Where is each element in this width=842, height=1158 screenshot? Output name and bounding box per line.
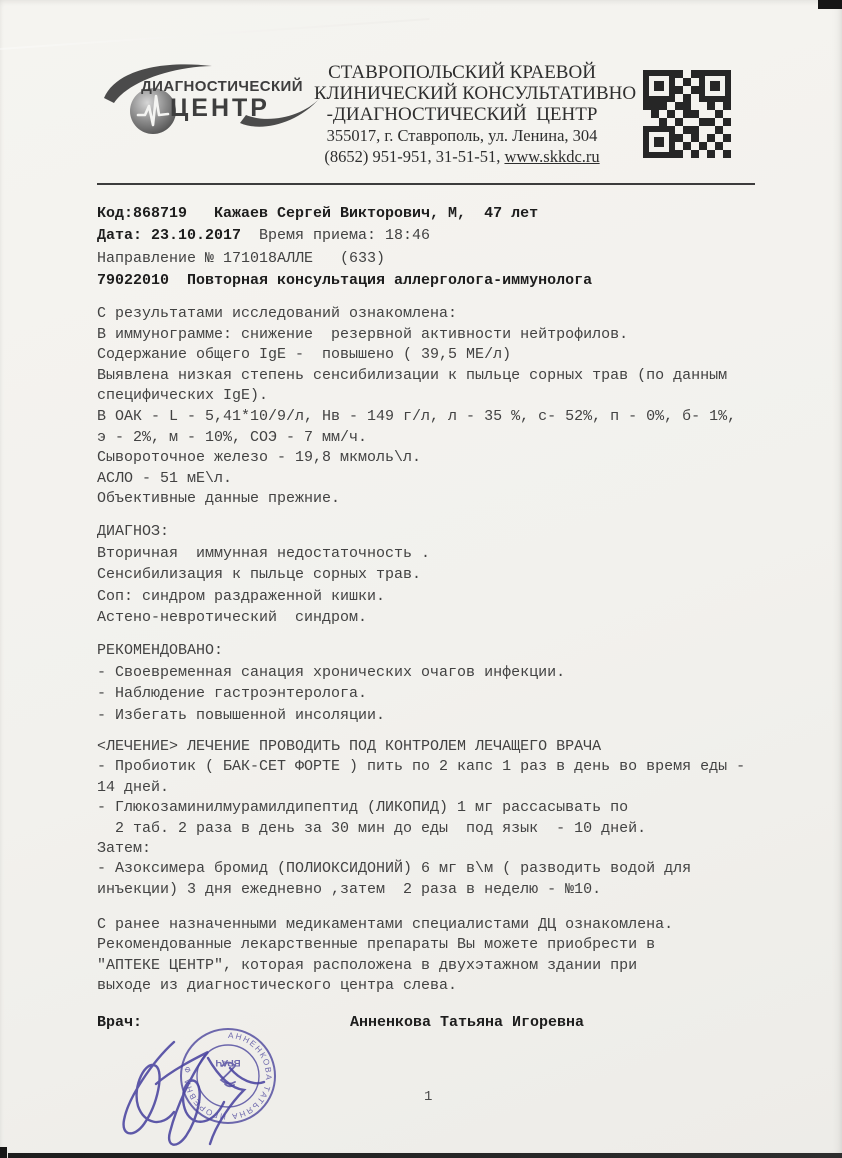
text-line: Вторичная иммунная недостаточность . [97, 544, 431, 562]
org-contacts [314, 146, 610, 167]
qr-code [641, 70, 733, 158]
text-line: С результатами исследований ознакомлена: [97, 305, 458, 322]
org-address: 355017, г. Ставрополь, ул. Ленина, 304 [326, 126, 598, 145]
text-line: Сенсибилизация к пыльце сорных трав. [97, 566, 422, 583]
org-name-line: СТАВРОПОЛЬСКИЙ КРАЕВОЙ [328, 62, 596, 83]
text-line: С ранее назначенными медикаментами специалистами ДЦ ознакомлена. [97, 916, 674, 933]
organization-letterhead [314, 62, 637, 167]
doctor-signature [112, 1028, 322, 1156]
text-line: - Глюкозаминилмурамилдипептид (ЛИКОПИД) 1 мг рассасывать по [97, 799, 629, 817]
text-line: - Азоксимера бромид (ПОЛИОКСИДОНИЙ) 6 мг в\м ( разводить водой для [97, 860, 692, 878]
patient-code-name-line: Код:868719 Кажаев Сергей Викторович, М, 47 лет [97, 205, 539, 222]
section-title: ДИАГНОЗ: [97, 523, 170, 540]
closing-section [97, 915, 797, 997]
text-line: - Наблюдение гастроэнтеролога. [97, 685, 368, 702]
referral-line: Направление № 171018АЛЛЕ (633) [97, 249, 386, 267]
text-line: 2 таб. 2 раза в день за 30 мин до еды под язык - 10 дней. [97, 819, 647, 837]
text-line: - Пробиотик ( БАК-СЕТ ФОРТЕ ) пить по 2 капс 1 раз в день во время еды - [97, 758, 746, 776]
scan-artifact-bottom-left [0, 1147, 7, 1158]
text-line: Содержание общего IgE - повышено ( 39,5 МЕ/л) [97, 346, 512, 364]
logo-text-bottom: ЦЕНТР [170, 94, 270, 122]
org-phones: (8652) 951-951, 31-51-51, [324, 147, 505, 166]
header-divider [97, 183, 755, 185]
treatment-section [97, 737, 797, 900]
text-line: Выявлена низкая степень сенсибилизации к пыльце сорных трав (по данным [97, 366, 728, 384]
text-line: э - 2%, м - 10%, СОЭ - 7 мм/ч. [97, 428, 368, 446]
text-line: выходе из диагностического центра слева. [97, 977, 458, 995]
text-line: В иммунограмме: снижение резервной активности нейтрофилов. [97, 325, 629, 343]
text-line: Затем: [97, 840, 152, 858]
text-line: В ОАК - L - 5,41*10/9/л, Нв - 149 г/л, л - 35 %, с- 52%, п - 0%, б- 1%, [97, 407, 737, 425]
logo-text-top: ДИАГНОСТИЧЕСКИЙ [141, 78, 303, 95]
text-line: инъекции) 3 дня ежедневно ,затем 2 раза в неделю - №10. [97, 880, 602, 898]
text-line: специфических IgE). [97, 387, 269, 405]
paper-crease [0, 18, 430, 52]
scan-artifact-bottom-edge [8, 1153, 842, 1158]
service-line: 79022010 Повторная консультация аллерголога-иммунолога [97, 272, 593, 290]
stamp-ring-text: АННЕНКОВА ТАТЬЯНА ИГОРЕВНА Ф [182, 1030, 274, 1122]
section-title: <ЛЕЧЕНИЕ> ЛЕЧЕНИЕ ПРОВОДИТЬ ПОД КОНТРОЛЕМ ЛЕЧАЩЕГО ВРАЧА [97, 738, 602, 755]
recommendations-section [97, 640, 797, 726]
diagnosis-section [97, 521, 797, 629]
text-line: АСЛО - 51 мЕ\л. [97, 469, 233, 487]
visit-time: Время приема: 18:46 [259, 227, 431, 245]
diagnostic-center-logo [98, 58, 328, 143]
text-line: 14 дней. [97, 778, 170, 796]
scan-artifact-top-right [818, 0, 842, 9]
stamp-center-text: ВРАЧ [215, 1057, 241, 1068]
org-name-line: КЛИНИЧЕСКИЙ КОНСУЛЬТАТИВНО [314, 83, 637, 104]
text-line: Астено-невротический синдром. [97, 609, 368, 626]
text-line: Объективные данные прежние. [97, 490, 341, 508]
doctor-label: Врач: [97, 1014, 143, 1031]
visit-date: Дата: 23.10.2017 [97, 227, 242, 245]
org-name-line: -ДИАГНОСТИЧЕСКИЙ ЦЕНТР [326, 104, 598, 125]
page-number: 1 [424, 1089, 433, 1105]
section-title: РЕКОМЕНДОВАНО: [97, 642, 224, 659]
text-line: Соп: синдром раздраженной кишки. [97, 587, 386, 605]
org-website-link: www.skkdc.ru [504, 147, 600, 166]
text-line: Сывороточное железо - 19,8 мкмоль\л. [97, 449, 422, 467]
date-time-line [97, 225, 797, 247]
doctor-name: Анненкова Татьяна Игоревна [350, 1014, 585, 1031]
text-line: "АПТЕКЕ ЦЕНТР", которая расположена в двухэтажном здании при [97, 956, 638, 974]
visit-info-block [97, 203, 797, 293]
text-line: - Своевременная санация хронических очагов инфекции. [97, 663, 566, 681]
text-line: Рекомендованные лекарственные препараты Вы можете приобрести в [97, 936, 656, 954]
results-section [97, 304, 797, 510]
text-line: - Избегать повышенной инсоляции. [97, 706, 386, 724]
